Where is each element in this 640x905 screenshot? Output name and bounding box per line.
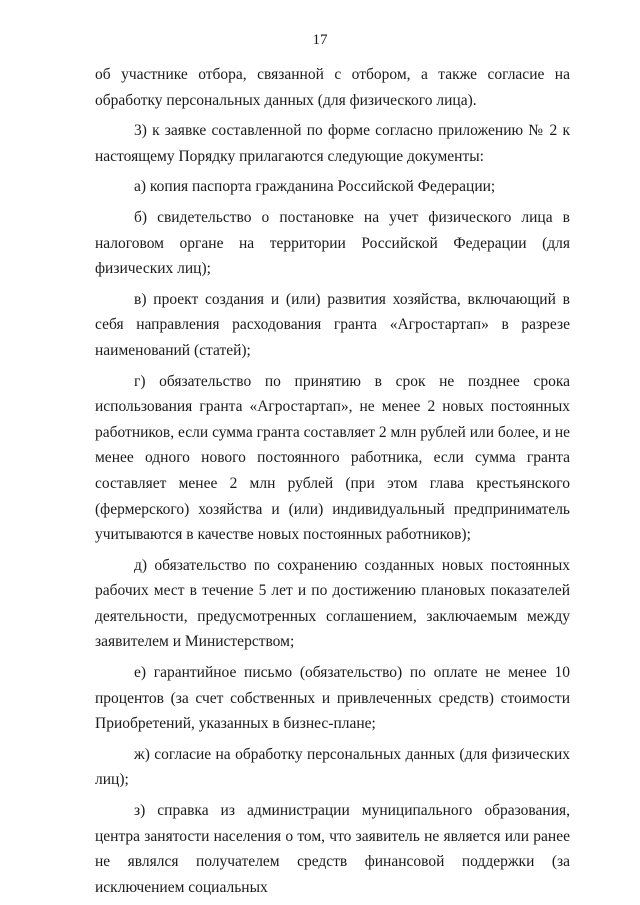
list-item-zh: ж) согласие на обработку персональных данных (для физических лиц);: [95, 745, 570, 789]
list-item-g: г) обязательство по принятию в срок не позднее срока использования гранта «Агростартап», не менее 2 новых постоянных работников, если сумма гранта составляет 2 млн рублей или более, и не менее одного нового постоянного работника, если сумма гранта составляет менее 2 млн рублей (при этом глава крестьянского (фермерского) хозяйства и (или) индивидуальный предприниматель учитываются в качестве новых постоянных работников);: [95, 372, 570, 544]
paragraph-continuation: об участнике отбора, связанной с отбором, а также согласие на обработку персональных данных (для физического лица).: [95, 66, 570, 109]
list-item-a: а) копия паспорта гражданина Российской Федерации;: [134, 178, 496, 196]
list-item-v: в) проект создания и (или) развития хозяйства, включающий в себя направления расходования гранта «Агростартап» в разрезе наименований (статей);: [95, 290, 570, 359]
list-item-e: е) гарантийное письмо (обязательство) по оплате не менее 10 процентов (за счет собственных и привлеченных средств) стоимости Приобретений, указанных в бизнес-плане;: [95, 664, 570, 733]
paragraph-item-3: 3) к заявке составленной по форме согласно приложению № 2 к настоящему Порядку прилагаются следующие документы:: [95, 122, 570, 165]
page-number: 17: [312, 32, 328, 48]
scan-speck: [417, 689, 419, 690]
list-item-d: д) обязательство по сохранению созданных новых постоянных рабочих мест в течение 5 лет и по достижению плановых показателей деятельности, предусмотренных соглашением, заключаемым между заявителем и Министерством;: [95, 556, 570, 651]
body-text: [95, 62, 570, 905]
list-item-z: з) справка из администрации муниципального образования, центра занятости населения о том, что заявитель не является или ранее не являлся получателем средств финансовой поддержки (за исключением социальных: [95, 802, 570, 896]
list-item-b: б) свидетельство о постановке на учет физического лица в налоговом органе на территории Российской Федерации (для физических лиц);: [95, 208, 570, 278]
